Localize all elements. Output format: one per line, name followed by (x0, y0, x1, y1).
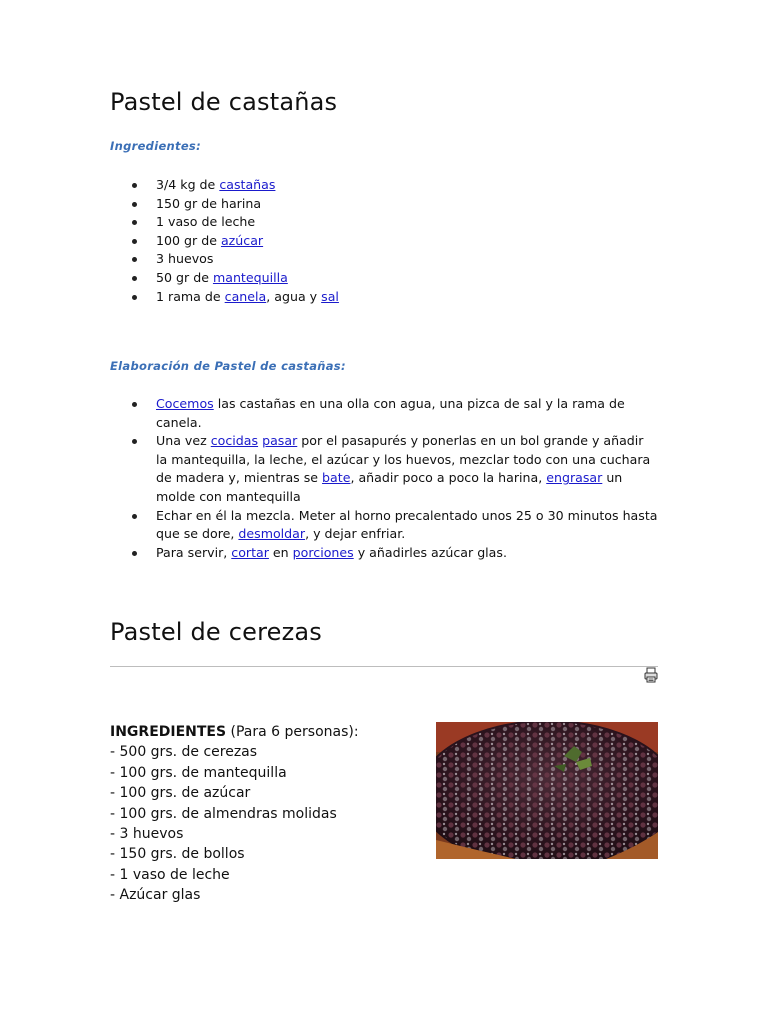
link-porciones[interactable]: porciones (292, 544, 354, 560)
recipe-title-castanas: Pastel de castañas (110, 88, 338, 116)
list-item: 100 gr de azúcar (110, 232, 670, 251)
link-sal[interactable]: sal (321, 288, 339, 304)
list-item: 50 gr de mantequilla (110, 269, 670, 288)
link-castanas[interactable]: castañas (219, 177, 276, 192)
ingredients-header: INGREDIENTES (Para 6 personas): (110, 724, 359, 740)
list-item: Echar en él la mezcla. Meter al horno precalentado unos 25 o 30 minutos hasta que se dore, desmoldar, y dejar enfriar. (110, 507, 670, 544)
list-item: - 100 grs. de almendras molidas (110, 805, 337, 822)
elaboration-heading: Elaboración de Pastel de castañas: (110, 359, 346, 373)
cherry-cake-photo (436, 722, 658, 859)
list-item: - 500 grs. de cerezas (110, 744, 258, 761)
link-bate[interactable]: bate (322, 470, 351, 486)
ingredients-heading: Ingredientes: (110, 139, 201, 153)
link-mantequilla[interactable]: mantequilla (212, 269, 288, 285)
list-item: Para servir, cortar en porciones y añadirles azúcar glas. (110, 544, 670, 563)
list-item: - 100 grs. de mantequilla (110, 764, 287, 781)
ingredients-list (110, 176, 670, 306)
list-item: 3 huevos (110, 250, 670, 269)
link-cocemos[interactable]: Cocemos (156, 396, 214, 411)
link-azucar[interactable]: azúcar (220, 232, 264, 248)
link-canela[interactable]: canela (224, 288, 267, 304)
printer-icon[interactable] (644, 667, 658, 683)
list-item: - 1 vaso de leche (110, 866, 230, 883)
list-item: 1 vaso de leche (110, 213, 670, 232)
list-item: 3/4 kg de castañas (110, 176, 670, 195)
recipe-title-cerezas: Pastel de cerezas (110, 618, 322, 646)
list-item: 1 rama de canela, agua y sal (110, 288, 670, 307)
list-item: Una vez cocidas pasar por el pasapurés y ponerlas en un bol grande y añadir la mantequilla, la leche, el azúcar y los huevos, mezclar todo con una cuchara de madera y, mientras se bate, añadir poco a poco la harina, engrasar un molde con mantequilla (110, 432, 670, 506)
link-desmoldar[interactable]: desmoldar (238, 526, 306, 542)
link-engrasar[interactable]: engrasar (546, 470, 603, 486)
divider (110, 666, 658, 667)
link-cocidas[interactable]: cocidas (210, 433, 259, 449)
link-pasar[interactable]: pasar (262, 433, 298, 449)
link-cortar[interactable]: cortar (231, 544, 269, 560)
list-item: Cocemos las castañas en una olla con agua, una pizca de sal y la rama de canela. (110, 395, 670, 432)
steps-list (110, 395, 670, 562)
list-item: 150 gr de harina (110, 195, 670, 214)
list-item: - 3 huevos (110, 826, 184, 843)
list-item: - 100 grs. de azúcar (110, 785, 251, 802)
list-item: - 150 grs. de bollos (110, 846, 245, 863)
list-item: - Azúcar glas (110, 887, 201, 904)
cherry-ingredients (110, 722, 359, 906)
